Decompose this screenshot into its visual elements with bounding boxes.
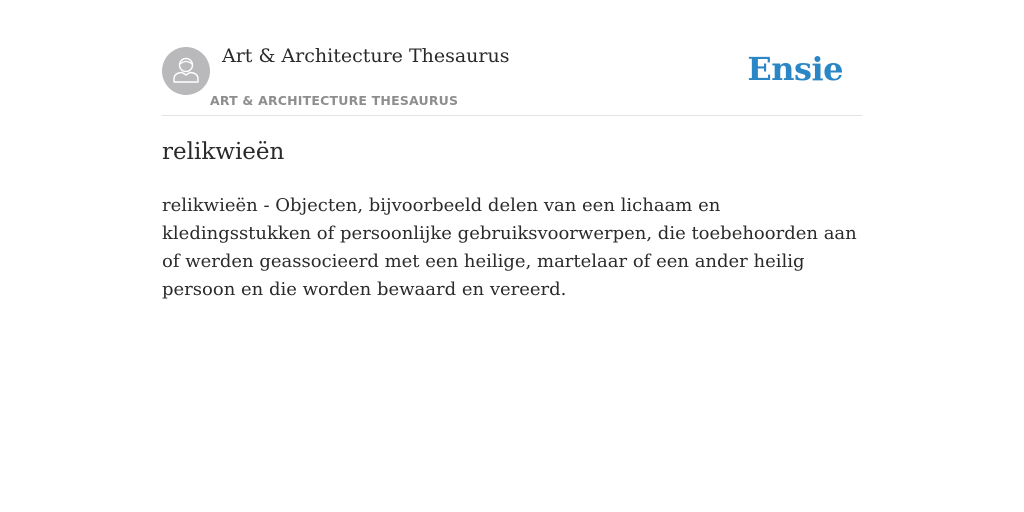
entry-card: [162, 0, 862, 300]
entry-definition: relikwieën - Objecten, bijvoorbeeld delen van een lichaam en kledingsstukken of persoonlijke gebruiksvoorwerpen, die toebehoorden aan of werden geassocieerd met een heilige, martelaar of een ander heilig persoon en die worden bewaard en vereerd.: [162, 195, 857, 300]
source-subtitle[interactable]: ART & ARCHITECTURE THESAURUS: [210, 93, 459, 108]
user-avatar-icon[interactable]: [162, 47, 210, 95]
source-title[interactable]: Art & Architecture Thesaurus: [222, 45, 510, 67]
entry-header: [162, 0, 862, 116]
entry-title: relikwieën: [162, 139, 285, 165]
brand-logo[interactable]: Ensie: [747, 50, 843, 88]
